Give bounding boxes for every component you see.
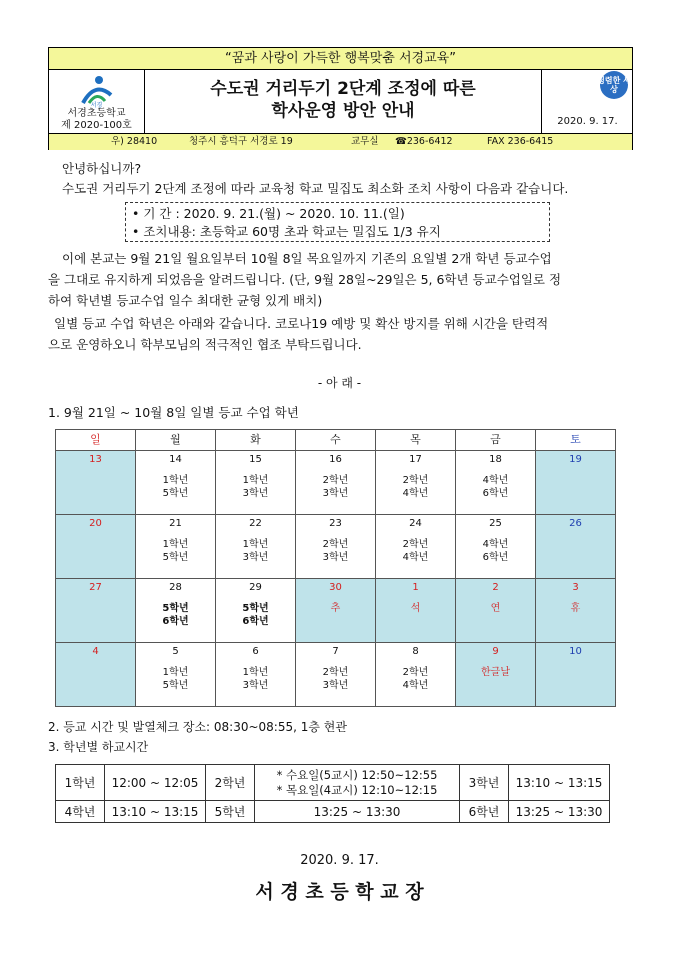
dismissal-row-2 <box>56 801 610 823</box>
day-grades <box>456 666 535 679</box>
calendar-day-cell <box>56 579 136 643</box>
day-grades <box>456 602 535 615</box>
grade-2-label: 2학년 <box>206 765 255 801</box>
day-grades <box>376 474 455 500</box>
calendar-week-row <box>56 515 616 579</box>
grade-line-1: 추 <box>330 603 341 614</box>
day-number: 7 <box>332 646 339 657</box>
weekday-mon: 월 <box>136 430 216 451</box>
grade-line-2: 5학년 <box>162 680 189 691</box>
day-grades <box>296 538 375 564</box>
dismissal-row-1 <box>56 765 610 801</box>
day-number: 16 <box>329 454 342 465</box>
calendar-day-cell <box>376 643 456 707</box>
weekday-sun: 일 <box>56 430 136 451</box>
calendar-day-cell <box>296 579 376 643</box>
grade-line-1: 1학년 <box>162 475 189 486</box>
day-number: 26 <box>569 518 582 529</box>
calendar-day-cell <box>296 515 376 579</box>
grade-4-label: 4학년 <box>56 801 105 823</box>
grade-4-time: 13:10 ~ 13:15 <box>105 801 206 823</box>
grade-line-1: 1학년 <box>242 539 269 550</box>
grade-2-thursday: * 목요일(4교시) 12:10~12:15 <box>276 782 438 797</box>
day-number: 15 <box>249 454 262 465</box>
intro-text: 수도권 거리두기 2단계 조정에 따라 교육청 학교 밀집도 최소화 조치 사항이 다음과 같습니다. <box>62 181 569 196</box>
office-label: 교무실 <box>351 136 379 147</box>
grade-line-1: 1학년 <box>242 667 269 678</box>
day-grades <box>136 538 215 564</box>
integrity-logo-cell <box>541 70 633 133</box>
grade-line-1: 2학년 <box>322 475 349 486</box>
calendar-day-cell <box>376 515 456 579</box>
grade-line-2: 3학년 <box>242 552 269 563</box>
day-number: 20 <box>89 518 102 529</box>
grade-3-time: 13:10 ~ 13:15 <box>509 765 610 801</box>
day-number: 5 <box>172 646 179 657</box>
grade-line-2: 6학년 <box>482 488 509 499</box>
calendar-day-cell <box>296 643 376 707</box>
day-number: 25 <box>489 518 502 529</box>
day-number: 24 <box>409 518 422 529</box>
calendar-day-cell <box>296 451 376 515</box>
day-grades <box>376 602 455 615</box>
calendar-body <box>56 451 616 707</box>
calendar-header-row <box>56 430 616 451</box>
day-number: 28 <box>169 582 182 593</box>
section-2-text: 2. 등교 시간 및 발열체크 장소: 08:30~08:55, 1층 현관 <box>48 720 347 734</box>
day-grades <box>536 602 615 615</box>
grade-line-1: 4학년 <box>482 539 509 550</box>
address-row <box>49 133 632 150</box>
grade-line-1: 1학년 <box>162 667 189 678</box>
day-number: 8 <box>412 646 419 657</box>
period-line: • 기 간 : 2020. 9. 21.(월) ~ 2020. 10. 11.(일) <box>132 206 405 221</box>
calendar-day-cell <box>456 515 536 579</box>
dismissal-time-table <box>55 764 610 823</box>
grade-6-time: 13:25 ~ 13:30 <box>509 801 610 823</box>
integrity-logo-text: 청렴한 세상 <box>597 76 631 94</box>
day-grades <box>456 474 535 500</box>
day-number: 10 <box>569 646 582 657</box>
day-number: 19 <box>569 454 582 465</box>
day-number: 13 <box>89 454 102 465</box>
day-number: 1 <box>412 582 419 593</box>
measures-box <box>125 202 550 242</box>
calendar-day-cell <box>136 579 216 643</box>
grade-line-1: 2학년 <box>402 475 429 486</box>
grade-line-2: 3학년 <box>242 680 269 691</box>
calendar-day-cell <box>136 643 216 707</box>
postal-code: 우) 28410 <box>111 136 158 147</box>
grade-line-1: 1학년 <box>162 539 189 550</box>
grade-5-label: 5학년 <box>206 801 255 823</box>
day-number: 30 <box>329 582 342 593</box>
grade-line-1: 휴 <box>570 603 581 614</box>
day-grades <box>136 474 215 500</box>
day-number: 9 <box>492 646 499 657</box>
grade-line-2: 3학년 <box>242 488 269 499</box>
grade-line-1: 1학년 <box>242 475 269 486</box>
paragraph-1-line-1: 이에 본교는 9월 21일 월요일부터 10월 8일 목요일까지 기존의 요일별 2개 학년 등교수업 <box>62 251 552 266</box>
grade-line-2: 5학년 <box>162 488 189 499</box>
grade-line-2: 6학년 <box>482 552 509 563</box>
day-grades <box>216 666 295 692</box>
day-number: 6 <box>252 646 259 657</box>
day-number: 4 <box>92 646 99 657</box>
day-grades <box>296 474 375 500</box>
day-number: 2 <box>492 582 499 593</box>
footer-date: 2020. 9. 17. <box>300 853 379 868</box>
grade-line-1: 5학년 <box>242 603 269 614</box>
day-grades <box>136 666 215 692</box>
grade-line-2: 4학년 <box>402 488 429 499</box>
calendar-day-cell <box>456 643 536 707</box>
day-number: 23 <box>329 518 342 529</box>
measure-line: • 조치내용: 초등학교 60명 초과 학교는 밀집도 1/3 유지 <box>132 224 441 239</box>
calendar-day-cell <box>136 451 216 515</box>
weekday-sat: 토 <box>536 430 616 451</box>
calendar-day-cell <box>376 451 456 515</box>
day-grades <box>216 602 295 628</box>
school-logo-cell <box>49 70 145 133</box>
grade-1-time: 12:00 ~ 12:05 <box>105 765 206 801</box>
school-address: 청주시 흥덕구 서경로 19 <box>189 136 293 147</box>
phone-number: ☎236-6412 <box>395 136 453 147</box>
attendance-calendar <box>55 429 616 707</box>
weekday-fri: 금 <box>456 430 536 451</box>
grade-line-1: 2학년 <box>402 539 429 550</box>
calendar-day-cell <box>216 579 296 643</box>
weekday-wed: 수 <box>296 430 376 451</box>
logo-caption: 서경 <box>90 102 103 109</box>
day-number: 22 <box>249 518 262 529</box>
grade-1-label: 1학년 <box>56 765 105 801</box>
grade-3-label: 3학년 <box>460 765 509 801</box>
calendar-day-cell <box>216 451 296 515</box>
paragraph-1-line-2: 을 그대로 유지하게 되었음을 알려드립니다. (단, 9월 28일~29일은 5, 6학년 등교수업일로 정 <box>48 272 562 287</box>
day-grades <box>456 538 535 564</box>
day-grades <box>376 666 455 692</box>
day-grades <box>296 602 375 615</box>
section-1-title: 1. 9월 21일 ~ 10월 8일 일별 등교 수업 학년 <box>48 405 299 420</box>
paragraph-2-line-2: 으로 운영하오니 학부모님의 적극적인 협조 부탁드립니다. <box>48 337 362 352</box>
calendar-day-cell <box>56 515 136 579</box>
day-number: 14 <box>169 454 182 465</box>
motto: “꿈과 사랑이 가득한 행복맞춤 서경교육” <box>49 48 632 70</box>
document-number: 제 2020-100호 <box>61 120 132 131</box>
day-grades <box>296 666 375 692</box>
calendar-day-cell <box>56 451 136 515</box>
day-number: 18 <box>489 454 502 465</box>
paragraph-2-line-1: 일별 등교 수업 학년은 아래와 같습니다. 코로나19 예방 및 확산 방지를 위해 시간을 탄력적 <box>54 316 549 331</box>
day-grades <box>376 538 455 564</box>
grade-line-1: 한글날 <box>481 667 510 678</box>
weekday-thu: 목 <box>376 430 456 451</box>
grade-line-2: 6학년 <box>242 616 269 627</box>
grade-line-1: 4학년 <box>482 475 509 486</box>
calendar-day-cell <box>56 643 136 707</box>
school-name: 서경초등학교 <box>67 108 126 119</box>
grade-5-time: 13:25 ~ 13:30 <box>255 801 460 823</box>
grade-line-1: 2학년 <box>322 667 349 678</box>
calendar-day-cell <box>536 643 616 707</box>
calendar-week-row <box>56 579 616 643</box>
calendar-day-cell <box>536 579 616 643</box>
calendar-day-cell <box>536 451 616 515</box>
calendar-day-cell <box>456 579 536 643</box>
calendar-day-cell <box>216 643 296 707</box>
day-number: 21 <box>169 518 182 529</box>
weekday-tue: 화 <box>216 430 296 451</box>
grade-6-label: 6학년 <box>460 801 509 823</box>
calendar-week-row <box>56 643 616 707</box>
grade-2-time <box>255 765 460 801</box>
header-date: 2020. 9. 17. <box>557 116 618 127</box>
calendar-day-cell <box>456 451 536 515</box>
calendar-day-cell <box>536 515 616 579</box>
title-line-1: 수도권 거리두기 2단계 조정에 따른 <box>210 79 476 99</box>
fax-number: FAX 236-6415 <box>487 136 554 147</box>
grade-line-1: 연 <box>490 603 501 614</box>
below-heading: - 아 래 - <box>317 376 362 390</box>
letterhead <box>48 47 633 150</box>
grade-2-wednesday: * 수요일(5교시) 12:50~12:55 <box>276 767 438 782</box>
section-3-title: 3. 학년별 하교시간 <box>48 740 149 754</box>
grade-line-2: 4학년 <box>402 680 429 691</box>
day-grades <box>216 474 295 500</box>
calendar-day-cell <box>376 579 456 643</box>
day-number: 27 <box>89 582 102 593</box>
day-number: 17 <box>409 454 422 465</box>
grade-line-1: 석 <box>410 603 421 614</box>
grade-line-1: 5학년 <box>162 603 189 614</box>
grade-line-2: 4학년 <box>402 552 429 563</box>
grade-line-1: 2학년 <box>402 667 429 678</box>
grade-line-2: 6학년 <box>162 616 189 627</box>
day-grades <box>216 538 295 564</box>
principal-signature: 서 경 초 등 학 교 장 <box>255 881 424 903</box>
calendar-day-cell <box>216 515 296 579</box>
day-grades <box>136 602 215 628</box>
title-line-2: 학사운영 방안 안내 <box>271 101 415 121</box>
grade-line-2: 3학년 <box>322 552 349 563</box>
grade-line-1: 2학년 <box>322 539 349 550</box>
calendar-week-row <box>56 451 616 515</box>
day-number: 29 <box>249 582 262 593</box>
day-number: 3 <box>572 582 579 593</box>
grade-line-2: 3학년 <box>322 680 349 691</box>
greeting: 안녕하십니까? <box>62 161 142 176</box>
calendar-day-cell <box>136 515 216 579</box>
paragraph-1-line-3: 하여 학년별 등교수업 일수 최대한 균형 있게 배치) <box>48 293 323 308</box>
title-block <box>145 70 541 133</box>
grade-line-2: 3학년 <box>322 488 349 499</box>
grade-line-2: 5학년 <box>162 552 189 563</box>
